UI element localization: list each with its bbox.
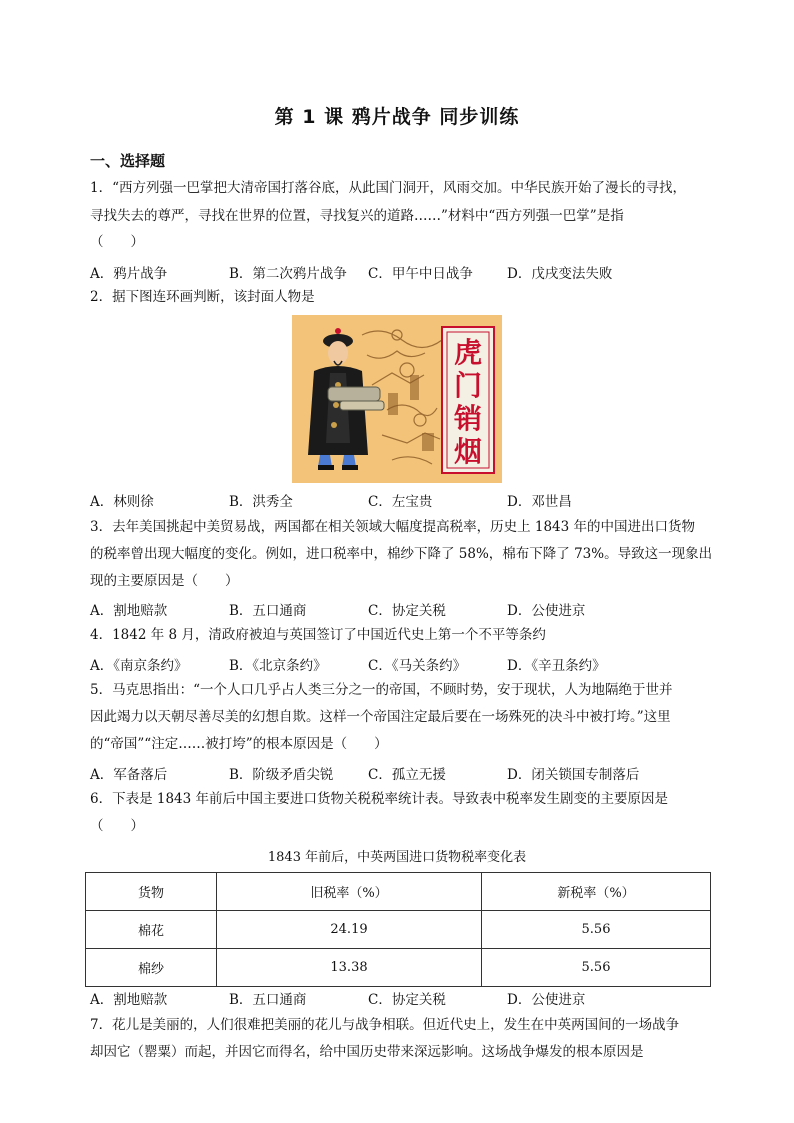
comic-cover-image	[292, 315, 502, 483]
q1-option-a[interactable]: A．鸦片战争	[90, 266, 168, 282]
q2-option-c[interactable]: C．左宝贵	[368, 494, 433, 510]
header-new-rate: 新税率（%）	[482, 873, 711, 911]
q2-option-b[interactable]: B．洪秀全	[229, 494, 293, 510]
figure-title-char-1: 虎	[453, 336, 483, 369]
q1-line-1: 1．“西方列强一巴掌把大清帝国打落谷底，从此国门洞开，风雨交加。中华民族开始了漫长的寻找，	[90, 180, 686, 196]
comic-illustration	[292, 315, 502, 483]
q5-line-3: 的“帝国”“注定……被打垮”的根本原因是（ ）	[90, 736, 388, 752]
q6-option-c[interactable]: C．协定关税	[368, 992, 446, 1008]
figure-title-char-3: 销	[453, 402, 483, 435]
q2-option-a[interactable]: A．林则徐	[90, 494, 154, 510]
header-goods: 货物	[86, 873, 217, 911]
q3-line-2: 的税率曾出现大幅度的变化。例如，进口税率中，棉纱下降了 58%，棉布下降了 73%。导致这一现象出	[90, 546, 713, 562]
q6-line-1: 6．下表是 1843 年前后中国主要进口货物关税税率统计表。导致表中税率发生剧变的主要原因是	[90, 791, 669, 807]
figure-title-char-2: 门	[453, 369, 483, 402]
q3-option-a[interactable]: A．割地赔款	[90, 603, 168, 619]
q6-option-a[interactable]: A．割地赔款	[90, 992, 168, 1008]
cell-goods: 棉纱	[86, 949, 217, 987]
q4-option-b[interactable]: B．《北京条约》	[229, 658, 327, 674]
q3-option-d[interactable]: D．公使进京	[507, 603, 586, 619]
page-title: 第 1 课 鸦片战争 同步训练	[274, 106, 520, 128]
cell-new-rate: 5.56	[482, 911, 711, 949]
cell-old-rate: 24.19	[217, 911, 482, 949]
table-header-row	[86, 873, 711, 911]
q3-option-c[interactable]: C．协定关税	[368, 603, 446, 619]
q6-line-2: （ ）	[90, 818, 144, 834]
q5-option-b[interactable]: B．阶级矛盾尖锐	[229, 767, 334, 783]
q5-option-c[interactable]: C．孤立无援	[368, 767, 446, 783]
header-old-rate: 旧税率（%）	[217, 873, 482, 911]
q3-option-b[interactable]: B．五口通商	[229, 603, 307, 619]
q4-option-d[interactable]: D．《辛丑条约》	[507, 658, 606, 674]
table-row	[86, 911, 711, 949]
cell-new-rate: 5.56	[482, 949, 711, 987]
q5-line-1: 5．马克思指出：“一个人口几乎占人类三分之一的帝国，不顾时势，安于现状，人为地隔绝于世并	[90, 682, 673, 698]
q4-line-1: 4．1842 年 8 月，清政府被迫与英国签订了中国近代史上第一个不平等条约	[90, 627, 546, 643]
q1-line-2: 寻找失去的尊严，寻找在世界的位置，寻找复兴的道路……”材料中“西方列强一巴掌”是指	[90, 208, 624, 224]
q6-option-d[interactable]: D．公使进京	[507, 992, 586, 1008]
q4-option-c[interactable]: C．《马关条约》	[368, 658, 467, 674]
q1-option-d[interactable]: D．戊戌变法失败	[507, 266, 613, 282]
q5-line-2: 因此竭力以天朝尽善尽美的幻想自欺。这样一个帝国注定最后要在一场殊死的决斗中被打垮。”这里	[90, 709, 671, 725]
table-row	[86, 949, 711, 987]
section-heading: 一、选择题	[90, 152, 166, 170]
q7-line-1: 7．花儿是美丽的，人们很难把美丽的花儿与战争相联。但近代史上，发生在中英两国间的一场战争	[90, 1017, 680, 1033]
q2-option-d[interactable]: D．邓世昌	[507, 494, 572, 510]
cell-old-rate: 13.38	[217, 949, 482, 987]
q1-option-c[interactable]: C．甲午中日战争	[368, 266, 473, 282]
q2-line-1: 2．据下图连环画判断，该封面人物是	[90, 289, 315, 305]
q6-option-b[interactable]: B．五口通商	[229, 992, 307, 1008]
tax-rate-table	[85, 872, 711, 987]
q5-option-d[interactable]: D．闭关锁国专制落后	[507, 767, 640, 783]
q1-line-3: （ ）	[90, 234, 144, 250]
q4-option-a[interactable]: A．《南京条约》	[90, 658, 188, 674]
figure-title-char-4: 烟	[453, 435, 483, 468]
q5-option-a[interactable]: A．军备落后	[90, 767, 168, 783]
table-caption: 1843 年前后，中英两国进口货物税率变化表	[267, 850, 527, 865]
q3-line-1: 3．去年美国挑起中美贸易战，两国都在相关领域大幅度提高税率，历史上 1843 年的中国进出口货物	[90, 519, 696, 535]
cell-goods: 棉花	[86, 911, 217, 949]
q3-line-3: 现的主要原因是（ ）	[90, 573, 239, 589]
q7-line-2: 却因它（罂粟）而起，并因它而得名，给中国历史带来深远影响。这场战争爆发的根本原因是	[90, 1044, 644, 1060]
q1-option-b[interactable]: B．第二次鸦片战争	[229, 266, 347, 282]
